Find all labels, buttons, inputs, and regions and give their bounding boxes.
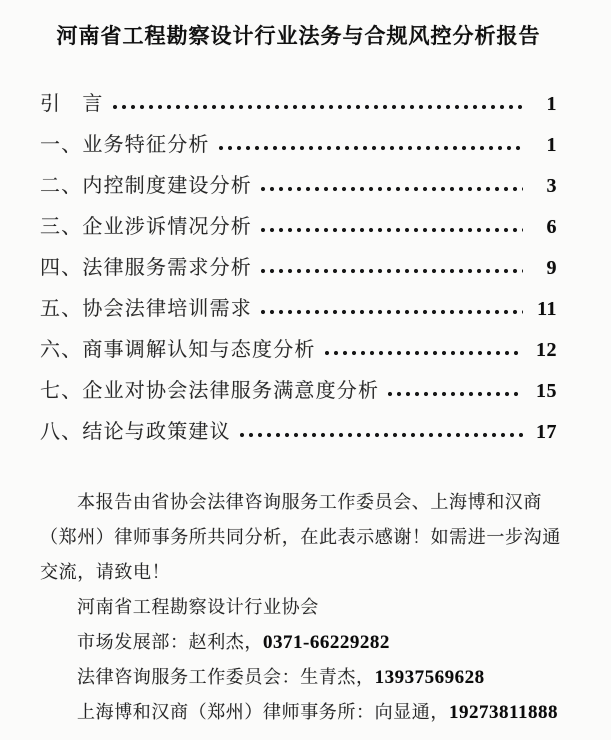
toc-entry-label: 三、企业涉诉情况分析 [40,216,252,238]
contact-label: 市场发展部：赵利杰， [77,632,263,652]
toc-row [40,210,557,238]
contact-line [40,695,557,730]
toc-page-number: 3 [546,175,557,197]
toc-page-number: 17 [536,421,557,443]
contact-phone: 0371-66229282 [263,632,390,653]
dot-leader [113,104,523,110]
toc-row [40,251,557,279]
contact-line [40,625,557,660]
footer-block [40,485,561,730]
table-of-contents [40,87,557,443]
toc-page-number: 1 [546,93,557,115]
toc-page-number: 12 [536,339,557,361]
toc-entry-label: 七、企业对协会法律服务满意度分析 [40,380,380,402]
toc-page-number: 11 [537,298,557,320]
contact-phone: 19273811888 [449,702,558,723]
organization-name: 河南省工程勘察设计行业协会 [77,597,319,617]
acknowledgement-line: 本报告由省协会法律咨询服务工作委员会、上海博和汉商 [77,492,542,512]
toc-row [40,415,557,443]
dot-leader [261,309,523,315]
toc-entry-label: 四、法律服务需求分析 [40,257,252,279]
toc-entry-label: 引 言 [40,93,104,115]
page-title: 河南省工程勘察设计行业法务与合规风控分析报告 [56,24,541,48]
toc-entry-label: 二、内控制度建设分析 [40,175,252,197]
toc-row [40,292,557,320]
dot-leader [261,268,523,274]
acknowledgement-line: 交流，请致电！ [40,562,171,582]
toc-row [40,374,557,402]
toc-entry-label: 八、结论与政策建议 [40,421,231,443]
toc-page-number: 6 [546,216,557,238]
dot-leader [240,432,523,438]
toc-row [40,87,557,115]
toc-row [40,169,557,197]
dot-leader [388,391,523,397]
toc-page-number: 9 [546,257,557,279]
contact-label: 上海博和汉商（郑州）律师事务所：向显通， [77,702,449,722]
dot-leader [261,186,523,192]
toc-page-number: 1 [546,134,557,156]
toc-page-number: 15 [536,380,557,402]
toc-row [40,128,557,156]
toc-entry-label: 五、协会法律培训需求 [40,298,252,320]
dot-leader [325,350,523,356]
dot-leader [219,145,523,151]
contact-line [40,660,557,695]
toc-entry-label: 六、商事调解认知与态度分析 [40,339,316,361]
toc-entry-label: 一、业务特征分析 [40,134,210,156]
toc-row [40,333,557,361]
dot-leader [261,227,523,233]
acknowledgement-line: （郑州）律师事务所共同分析，在此表示感谢！如需进一步沟通 [40,527,561,547]
contact-phone: 13937569628 [374,667,485,688]
contact-label: 法律咨询服务工作委员会：生青杰， [77,667,375,687]
